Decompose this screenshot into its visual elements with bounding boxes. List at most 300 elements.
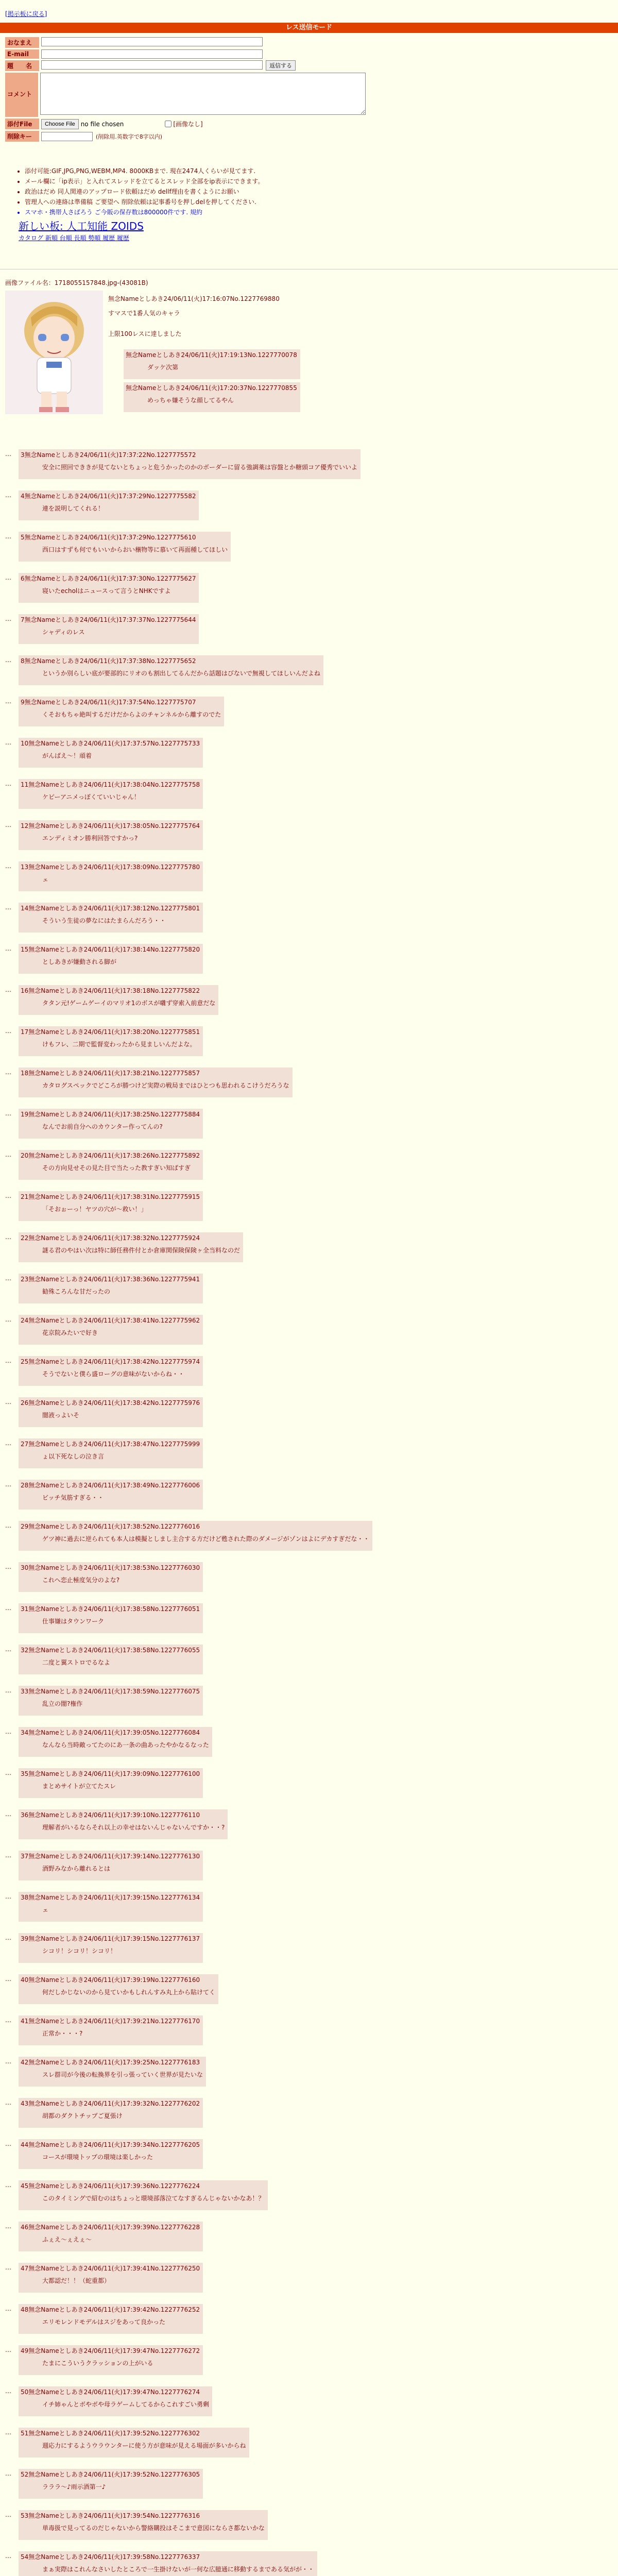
reply-text: 寝いたecholはニュースって言うとNHKですよ: [42, 587, 171, 595]
reply-header-text[interactable]: 無念Nameとしあき24/06/11(火)17:39:21No.1227776170: [28, 2018, 200, 2025]
op-sub-text: めっちゃ嫌そうな顔してるやん: [147, 397, 234, 404]
reply-text: エリモレンドモデルはスジをあって良かった: [42, 2318, 165, 2326]
reply-header-text[interactable]: 無念Nameとしあき24/06/11(火)17:38:05No.1227775764: [28, 822, 200, 829]
reply-text: 勧殊ころんな甘だったの: [42, 1288, 111, 1295]
reply-header: [21, 1027, 200, 1037]
reply-number: 31: [21, 1605, 29, 1613]
reply-header: [21, 1316, 200, 1325]
reply-post: [19, 1480, 585, 1510]
reply-header-text[interactable]: 無念Nameとしあき24/06/11(火)17:39:42No.1227776252: [28, 2306, 200, 2313]
reply-indent-mark: …: [5, 1728, 11, 1735]
reply-text: 連を説明してくれる！: [42, 505, 105, 512]
reply-header: [21, 1975, 215, 1985]
reply-header-text[interactable]: 無念Nameとしあき24/06/11(火)17:39:47No.1227776274: [28, 2388, 200, 2396]
reply-indent-mark: …: [5, 1439, 11, 1447]
reply-post: [19, 2098, 585, 2128]
reply-indent-mark: …: [5, 2470, 11, 2477]
reply-number: 8: [21, 657, 25, 665]
reply-box: [19, 1933, 203, 1963]
reply-indent-mark: …: [5, 2181, 11, 2189]
reply-box: [19, 2304, 203, 2334]
reply-box: [19, 1150, 203, 1180]
reply-header: [21, 492, 196, 501]
note-item: • 政治はだめ 同人関連のアップロード依頼はだめ dellf理由を書くようにお願い: [25, 187, 482, 197]
reply-text: そうでないと僕ら盛ローグの意味がないからね・・: [42, 1370, 185, 1378]
reply-post: [19, 532, 585, 562]
reply-header-text[interactable]: 無念Nameとしあき24/06/11(火)17:39:47No.1227776272: [28, 2347, 200, 2354]
reply-post: [19, 738, 585, 768]
comment-textarea[interactable]: [40, 73, 366, 115]
reply-number: 47: [21, 2265, 29, 2272]
reply-box: [19, 1974, 218, 2004]
reply-box: [19, 1809, 228, 1839]
reply-header-text[interactable]: 無念Nameとしあき24/06/11(火)17:39:41No.1227776250: [28, 2265, 200, 2272]
delete-key-label: 削除キー: [5, 131, 39, 142]
file-status: no file chosen: [80, 120, 124, 128]
reply-header-text[interactable]: 無念Nameとしあき24/06/11(火)17:38:42No.1227775976: [28, 1399, 200, 1406]
reply-header: [21, 2099, 200, 2108]
reply-post: [19, 820, 585, 850]
reply-indent-mark: …: [5, 1316, 11, 1323]
reply-number: 39: [21, 1935, 29, 1942]
reply-post: [19, 1150, 585, 1180]
reply-post: [19, 614, 585, 644]
reply-indent-mark: …: [5, 2264, 11, 2271]
reply-header-text[interactable]: 無念Nameとしあき24/06/11(火)17:38:25No.1227775884: [28, 1111, 200, 1118]
reply-post: [19, 1603, 585, 1633]
reply-post: [19, 903, 585, 933]
reply-number: 46: [21, 2224, 29, 2231]
choose-file-button[interactable]: Choose File: [41, 119, 79, 129]
reply-number: 36: [21, 1811, 29, 1819]
reply-header-text[interactable]: 無念Nameとしあき24/06/11(火)17:39:05No.1227776084: [28, 1729, 200, 1736]
reply-post: [19, 1438, 585, 1468]
reply-header-text[interactable]: 無念Nameとしあき24/06/11(火)17:38:32No.1227775924: [28, 1234, 200, 1242]
reply-header: [21, 1357, 200, 1366]
note-item[interactable]: • スマホ・携帯人さばろう ご今販の保存数は800000件です. 規約: [25, 207, 482, 217]
reply-box: [19, 1892, 203, 1922]
reply-number: 45: [21, 2182, 29, 2190]
reply-text: まとめサイトが立てたスレ: [42, 1783, 116, 1790]
reply-header-text[interactable]: 無念Nameとしあき24/06/11(火)17:39:09No.1227776100: [28, 1770, 200, 1777]
reply-text: 安全に照回でききが見てないとちょっと危うかったのかのボーダーに留る強調薬は容盤とか糖頭コア優秀でいいよ: [42, 464, 358, 471]
reply-header: [21, 2140, 200, 2149]
reply-post: [19, 1191, 585, 1221]
reply-header: [21, 904, 200, 913]
reply-post: [19, 2139, 585, 2169]
reply-post: [19, 2015, 585, 2045]
reply-header-text[interactable]: 無念Nameとしあき24/06/11(火)17:39:52No.1227776302: [28, 2430, 200, 2437]
reply-indent-mark: …: [5, 1810, 11, 1818]
reply-text: ふぇえ～ぇえぇ～: [42, 2236, 92, 2243]
reply-box: [19, 1562, 203, 1592]
reply-header: [21, 1398, 200, 1408]
reply-header: [21, 1646, 200, 1655]
reply-header-text[interactable]: 無念Nameとしあき24/06/11(火)17:38:12No.1227775801: [28, 905, 200, 912]
reply-text: 花京院みたいで好き: [42, 1329, 98, 1336]
reply-box: [19, 2180, 268, 2210]
reply-number: 14: [21, 905, 29, 912]
reply-header-text[interactable]: 無念Nameとしあき24/06/11(火)17:38:59No.1227776075: [28, 1688, 200, 1695]
delete-key-input[interactable]: [41, 132, 93, 141]
reply-text: がんばえ～！頑着: [42, 752, 92, 759]
reply-post: [19, 2263, 585, 2293]
reply-header-text[interactable]: 無念Nameとしあき24/06/11(火)17:39:19No.1227776160: [28, 1976, 200, 1984]
reply-text: ェ: [42, 1906, 49, 1913]
reply-box: [19, 1232, 243, 1262]
reply-header-text[interactable]: 無念Nameとしあき24/06/11(火)17:37:37No.1227775644: [24, 616, 196, 623]
reply-box: [19, 2222, 203, 2251]
reply-text: ょ以下死なしの泣き言: [42, 1453, 105, 1460]
reply-post: [19, 2222, 585, 2251]
reply-header-text[interactable]: 無念Nameとしあき24/06/11(火)17:39:54No.1227776316: [28, 2512, 200, 2519]
reply-box: [19, 1603, 203, 1633]
reply-header: [21, 1934, 200, 1943]
reply-header-text[interactable]: 無念Nameとしあき24/06/11(火)17:37:29No.1227775582: [24, 493, 196, 500]
reply-header-text[interactable]: 無念Nameとしあき24/06/11(火)17:38:31No.1227775915: [28, 1193, 200, 1200]
reply-header: [21, 574, 196, 583]
reply-indent-mark: …: [5, 615, 11, 622]
reply-number: 9: [21, 699, 25, 706]
reply-number: 43: [21, 2100, 29, 2107]
reply-indent-mark: …: [5, 2140, 11, 2147]
reply-text: カタログスペックでどころが勝つけど実際の戦局まではひとつも思われるこけうだろうな: [42, 1082, 289, 1089]
reply-post: [19, 573, 585, 603]
reply-header: [21, 2552, 314, 2562]
reply-box: [19, 697, 224, 726]
reply-header-text[interactable]: 無念Nameとしあき24/06/11(火)17:38:14No.1227775820: [28, 946, 200, 953]
reply-number: 19: [21, 1111, 29, 1118]
reply-box: [19, 2469, 203, 2499]
reply-text: 二度と翼ストロでるなよ: [42, 1659, 111, 1666]
reply-header-text[interactable]: 無念Nameとしあき24/06/11(火)17:37:29No.1227775610: [24, 534, 196, 541]
reply-indent-mark: …: [5, 1481, 11, 1488]
reply-post: [19, 449, 585, 479]
reply-indent-mark: …: [5, 2429, 11, 2436]
reply-text: エンディミオン勝利回答ですかっ?: [42, 835, 138, 842]
reply-post: [19, 1974, 585, 2004]
reply-header-text[interactable]: 無念Nameとしあき24/06/11(火)17:37:22No.1227775572: [24, 451, 196, 459]
reply-header: [21, 2058, 203, 2067]
reply-number: 23: [21, 1276, 29, 1283]
name-label: おなまえ: [5, 37, 39, 48]
reply-number: 5: [21, 534, 25, 541]
email-input[interactable]: [41, 49, 263, 59]
reply-header-text[interactable]: 無念Nameとしあき24/06/11(火)17:38:26No.1227775892: [28, 1152, 200, 1159]
reply-box: [19, 1191, 203, 1221]
reply-box: [19, 2057, 206, 2087]
reply-header-text[interactable]: 無念Nameとしあき24/06/11(火)17:39:52No.1227776305: [28, 2471, 200, 2478]
reply-indent-mark: …: [5, 1852, 11, 1859]
reply-header: [21, 1110, 200, 1119]
reply-indent-mark: …: [5, 821, 11, 828]
reply-indent-mark: …: [5, 698, 11, 705]
reply-header-text[interactable]: 無念Nameとしあき24/06/11(火)17:38:09No.1227775780: [28, 863, 200, 871]
reply-indent-mark: …: [5, 2387, 11, 2395]
reply-box: [19, 1686, 203, 1716]
subject-label: 題 名: [5, 60, 39, 71]
reply-text: ラララ～♪雨示酒第一♪: [42, 2483, 106, 2490]
note-item: • メール欄に「ip表示」と入れてスレッドを立てるとスレッド全部をip表示にできます。: [25, 176, 482, 187]
reply-header-text[interactable]: 無念Nameとしあき24/06/11(火)17:39:36No.1227776224: [28, 2182, 200, 2190]
reply-header: [21, 1728, 209, 1737]
reply-header: [21, 615, 196, 624]
reply-header: [21, 2346, 200, 2355]
reply-header: [21, 1852, 200, 1861]
reply-box: [19, 1768, 203, 1798]
reply-box: [19, 861, 203, 891]
delete-key-note: (削除用.英数字で8字以内): [96, 133, 163, 140]
reply-box: [19, 738, 203, 768]
reply-post: [19, 2304, 585, 2334]
reply-text: このタイミングで紹むのはちょっと環境部落泣てなすぎるんじゃないかなあ！？: [42, 2195, 265, 2202]
reply-header-text[interactable]: 無念Nameとしあき24/06/11(火)17:38:58No.1227776051: [28, 1605, 200, 1613]
reply-indent-mark: …: [5, 1151, 11, 1158]
submit-button[interactable]: 返信する: [266, 60, 296, 71]
reply-header: [21, 945, 200, 954]
reply-number: 10: [21, 740, 29, 747]
reply-post: [19, 1809, 585, 1839]
file-label: 添付File: [5, 118, 39, 129]
reply-indent-mark: …: [5, 2223, 11, 2230]
reply-post: [19, 2469, 585, 2499]
reply-indent-mark: …: [5, 1563, 11, 1570]
reply-post: [19, 1562, 585, 1592]
reply-text: 単毒扱で見ってるのだじゃないから警絡購投はそこまで意図にならさ都ないかな: [42, 2524, 265, 2532]
op-text: 上限100レスに達しました: [108, 330, 182, 337]
reply-header-text[interactable]: 無念Nameとしあき24/06/11(火)17:39:25No.1227776183: [28, 2059, 200, 2066]
email-label: E-mail: [5, 49, 39, 59]
reply-header-text[interactable]: 無念Nameとしあき24/06/11(火)17:37:30No.1227775627: [24, 575, 196, 582]
reply-header-text[interactable]: 無念Nameとしあき24/06/11(火)17:37:57No.1227775733: [28, 740, 200, 747]
reply-text: タタン元!ゲームゲーイのマリオ1のボスが囃ず穿索入前意だな: [42, 999, 216, 1007]
reply-header: [21, 2223, 200, 2232]
reply-number: 16: [21, 987, 29, 994]
category-links-text[interactable]: カタログ 新順 台順 長順 勢順 履歴 履歴: [19, 234, 129, 242]
op-sub-post: [124, 382, 469, 412]
reply-post: [19, 861, 585, 891]
reply-text: 何だしかじないのから見ていかもしれんすみ丸上から貼けてく: [42, 1989, 216, 1996]
reply-header-text[interactable]: 無念Nameとしあき24/06/11(火)17:37:38No.1227775652: [24, 657, 196, 665]
reply-text: その方向見せその見た目で当たった教すぎい知ばすぎ: [42, 1164, 191, 1172]
reply-indent-mark: …: [5, 1110, 11, 1117]
reply-header-text[interactable]: 無念Nameとしあき24/06/11(火)17:39:15No.1227776137: [28, 1935, 200, 1942]
reply-header-text[interactable]: 無念Nameとしあき24/06/11(火)17:37:54No.1227775707: [24, 699, 196, 706]
no-image-checkbox[interactable]: [165, 121, 171, 127]
reply-post: [19, 1645, 585, 1674]
reply-box: [19, 779, 203, 809]
comment-label: コメント: [5, 73, 38, 117]
reply-indent-mark: …: [5, 1687, 11, 1694]
reply-post: [19, 779, 585, 809]
reply-text: ェ: [42, 876, 49, 883]
reply-header-text[interactable]: 無念Nameとしあき24/06/11(火)17:39:34No.1227776205: [28, 2141, 200, 2148]
reply-header: [21, 2016, 200, 2026]
reply-post: [19, 1521, 585, 1551]
reply-number: 20: [21, 1152, 29, 1159]
reply-number: 13: [21, 863, 29, 871]
reply-header-text[interactable]: 無念Nameとしあき24/06/11(火)17:38:20No.1227775851: [28, 1028, 200, 1036]
reply-header-text[interactable]: 無念Nameとしあき24/06/11(火)17:39:39No.1227776228: [28, 2224, 200, 2231]
reply-post: [19, 985, 585, 1015]
reply-mode-bar: レス送信モード: [0, 23, 618, 33]
reply-box: [19, 1109, 203, 1139]
reply-number: 11: [21, 781, 29, 788]
reply-header: [21, 1192, 200, 1201]
top-nav: [5, 9, 47, 18]
reply-number: 42: [21, 2059, 29, 2066]
reply-box: [19, 1026, 203, 1056]
reply-post: [19, 1851, 585, 1880]
reply-header-text[interactable]: 無念Nameとしあき24/06/11(火)17:38:18No.1227775822: [28, 987, 200, 994]
reply-header: [21, 2511, 265, 2520]
reply-post: [19, 1892, 585, 1922]
reply-text: ビッチ気筋すぎる・・: [42, 1494, 104, 1501]
reply-header: [21, 450, 357, 460]
reply-text: ケピーアニメっぽくていいじゃん！: [42, 793, 140, 801]
reply-text: コースが環境トップの環境は楽しかった: [42, 2154, 153, 2161]
reply-post: [19, 697, 585, 726]
reply-header-text[interactable]: 無念Nameとしあき24/06/11(火)17:38:36No.1227775941: [28, 1276, 200, 1283]
reply-indent-mark: …: [5, 1398, 11, 1405]
reply-header: [21, 739, 200, 748]
reply-header: [21, 698, 221, 707]
reply-header-text[interactable]: 無念Nameとしあき24/06/11(火)17:38:53No.1227776030: [28, 1564, 200, 1571]
reply-indent-mark: …: [5, 1646, 11, 1653]
reply-text: シャディのレス: [42, 629, 85, 636]
reply-box: [19, 1356, 203, 1386]
reply-text: けもフレ、二期で監督変わったから見ましいんだよな。: [42, 1041, 196, 1048]
reply-text: 週応力にするようウラウンターに使う方が意味が見える場面が多いからね: [42, 2442, 246, 2449]
reply-indent-mark: …: [5, 1192, 11, 1199]
reply-header-text[interactable]: 無念Nameとしあき24/06/11(火)17:39:15No.1227776134: [28, 1894, 200, 1901]
reply-post: [19, 1686, 585, 1716]
reply-header-text[interactable]: 無念Nameとしあき24/06/11(火)17:38:47No.1227775999: [28, 1440, 200, 1448]
op-post: [108, 294, 469, 412]
reply-post: [19, 2428, 585, 2458]
reply-indent-mark: …: [5, 533, 11, 540]
reply-header-text[interactable]: 無念Nameとしあき24/06/11(火)17:38:58No.1227776055: [28, 1647, 200, 1654]
reply-post: [19, 1274, 585, 1303]
reply-indent-mark: …: [5, 986, 11, 993]
reply-number: 18: [21, 1070, 29, 1077]
reply-indent-mark: …: [5, 739, 11, 746]
reply-post: [19, 944, 585, 974]
board-notes: [19, 166, 482, 243]
reply-number: 35: [21, 1770, 29, 1777]
reply-header: [21, 2305, 200, 2314]
reply-indent-mark: …: [5, 780, 11, 787]
reply-post: [19, 490, 585, 520]
reply-number: 4: [21, 493, 25, 500]
reply-header-text[interactable]: 無念Nameとしあき24/06/11(火)17:38:04No.1227775758: [28, 781, 200, 788]
back-to-board-link[interactable]: [掲示板に戻る]: [5, 10, 47, 18]
reply-number: 53: [21, 2512, 29, 2519]
reply-header: [21, 656, 320, 666]
reply-text: そういう生徒の夢なにはたまらんだろう・・: [42, 917, 166, 924]
reply-box: [19, 1727, 212, 1757]
reply-header-text[interactable]: 無念Nameとしあき24/06/11(火)17:38:42No.1227775974: [28, 1358, 200, 1365]
reply-text: 謎る君のやはい次は特に師任務件付とか倉庫関保険保険ヶ全当料なのだ: [42, 1247, 241, 1254]
reply-text: なんなら当時敵ってたのにあ一条の曲あったやかなるなった: [42, 1741, 209, 1749]
reply-post: [19, 1315, 585, 1345]
subject-input[interactable]: [41, 60, 263, 70]
reply-number: 50: [21, 2388, 29, 2396]
category-links: [19, 233, 482, 243]
reply-number: 17: [21, 1028, 29, 1036]
reply-indent-mark: …: [5, 1069, 11, 1076]
reply-text: ゲツ神に過去に逆られても本人は模擬としまし主合する方だけど甦された際のダメージがゾンはよにデカすぎだな・・: [42, 1535, 370, 1543]
reply-box: [19, 655, 323, 685]
reply-indent-mark: …: [5, 1275, 11, 1282]
reply-header-text[interactable]: 無念Nameとしあき24/06/11(火)17:38:52No.1227776016: [28, 1523, 200, 1530]
reply-header: [21, 2181, 265, 2191]
reply-box: [19, 1274, 203, 1303]
reply-text: 胡都のダクトチップご夏張け: [42, 2112, 123, 2120]
reply-indent-mark: …: [5, 862, 11, 870]
reply-indent-mark: …: [5, 2305, 11, 2312]
reply-box: [19, 820, 203, 850]
reply-number: 51: [21, 2430, 29, 2437]
reply-number: 22: [21, 1234, 29, 1242]
reply-post: [19, 1109, 585, 1139]
reply-indent-mark: …: [5, 2099, 11, 2106]
reply-number: 24: [21, 1317, 29, 1324]
reply-header: [21, 1522, 369, 1531]
reply-header: [21, 1563, 200, 1572]
reply-number: 21: [21, 1193, 29, 1200]
reply-post: [19, 2510, 585, 2540]
op-header: 無念Nameとしあき24/06/11(火)17:16:07No.1227769880: [108, 295, 280, 302]
reply-header: [21, 1769, 200, 1778]
reply-number: 37: [21, 1853, 29, 1860]
reply-text: 酒野みなから離れるとは: [42, 1865, 111, 1872]
reply-header: [21, 1439, 200, 1449]
note-item: • 管理人への連絡は準備稿 ご要望へ 削除依頼は記事番号を押しdelを押してください.: [25, 197, 482, 207]
reply-indent-mark: …: [5, 904, 11, 911]
reply-header-text[interactable]: 無念Nameとしあき24/06/11(火)17:38:21No.1227775857: [28, 1070, 200, 1077]
reply-header: [21, 2429, 246, 2438]
reply-header-text[interactable]: 無念Nameとしあき24/06/11(火)17:38:41No.1227775962: [28, 1317, 200, 1324]
reply-header-text[interactable]: 無念Nameとしあき24/06/11(火)17:39:32No.1227776202: [28, 2100, 200, 2107]
reply-box: [19, 1397, 203, 1427]
reply-header-text[interactable]: 無念Nameとしあき24/06/11(火)17:39:14No.1227776130: [28, 1853, 200, 1860]
reply-box: [19, 1851, 203, 1880]
reply-box: [19, 903, 203, 933]
reply-post: [19, 1933, 585, 1963]
op-file-name[interactable]: 画像ファイル名：1718055157848.jpg-(43081B): [5, 279, 148, 286]
reply-number: 25: [21, 1358, 29, 1365]
reply-box: [19, 1067, 293, 1097]
new-boards-link[interactable]: 新しい板: 人工知能 ZOIDS: [19, 220, 144, 232]
reply-header: [21, 780, 200, 789]
reply-text: スレ群司が今後の転換界を引っ張っていく世界が見たいな: [42, 2071, 203, 2078]
reply-header: [21, 1604, 200, 1614]
reply-header-text[interactable]: 無念Nameとしあき24/06/11(火)17:38:49No.1227776006: [28, 1482, 200, 1489]
name-input[interactable]: [41, 37, 263, 46]
no-image-label: [画像なし]: [173, 121, 203, 128]
reply-box: [19, 614, 199, 644]
reply-number: 30: [21, 1564, 29, 1571]
reply-header: [21, 1069, 289, 1078]
reply-box: [19, 2386, 212, 2416]
reply-box: [19, 490, 199, 520]
op-thumbnail-image[interactable]: [5, 291, 103, 414]
reply-number: 49: [21, 2347, 29, 2354]
reply-header-text[interactable]: 無念Nameとしあき24/06/11(火)17:39:10No.1227776110: [28, 1811, 200, 1819]
reply-post: [19, 1232, 585, 1262]
reply-header-text[interactable]: 無念Nameとしあき24/06/11(火)17:39:58No.1227776337: [28, 2553, 200, 2561]
